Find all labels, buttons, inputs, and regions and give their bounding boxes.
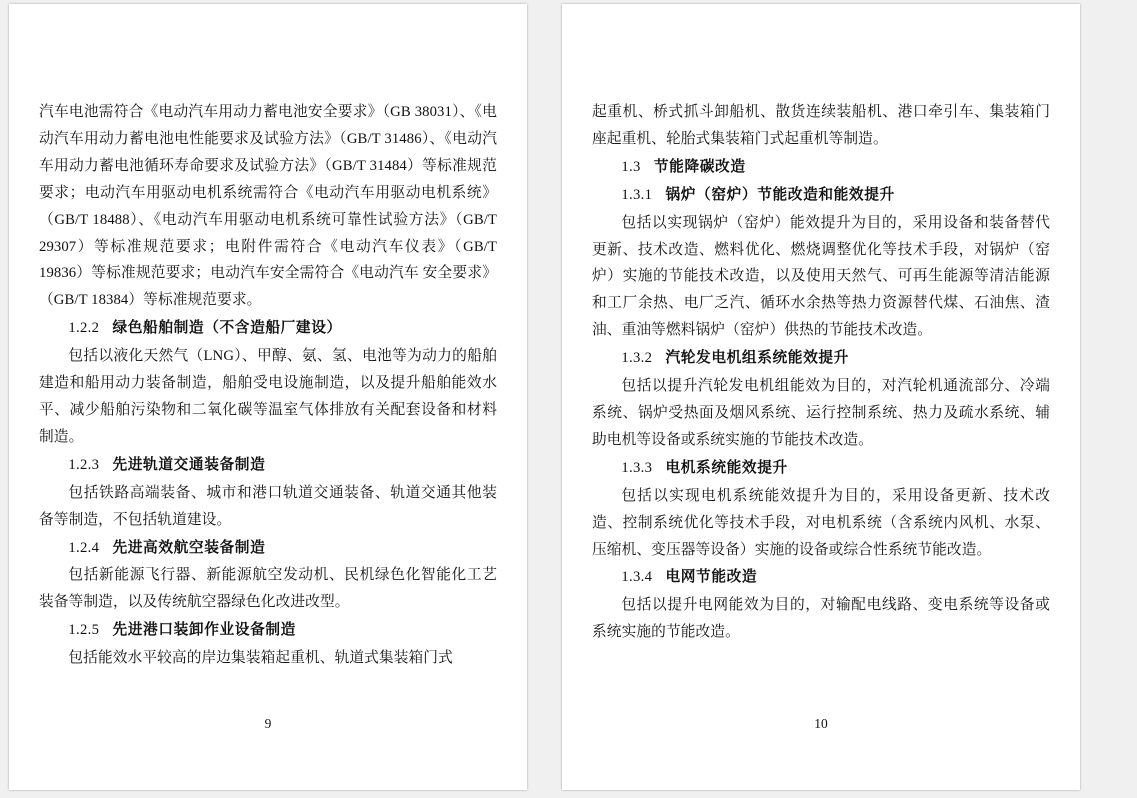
- section-heading: [39, 535, 497, 562]
- section-heading: [39, 452, 497, 479]
- paragraph: 包括以提升电网能效为目的，对输配电线路、变电系统等设备或系统实施的节能改造。: [592, 597, 1050, 641]
- document-page-10: [562, 4, 1080, 790]
- section-number: 1.3.3: [621, 459, 653, 476]
- section-title: 先进轨道交通装备制造: [112, 456, 266, 473]
- section-number: 1.2.5: [68, 622, 100, 639]
- section-heading: [592, 154, 1050, 181]
- section-title: 电网节能改造: [665, 569, 758, 586]
- section-title: 锅炉（窑炉）节能改造和能效提升: [665, 186, 895, 203]
- document-page-9: [9, 4, 527, 790]
- section-heading: [39, 617, 497, 644]
- section-number: 1.2.4: [68, 539, 100, 556]
- section-number: 1.2.3: [68, 456, 100, 473]
- paragraph: 包括铁路高端装备、城市和港口轨道交通装备、轨道交通其他装备等制造，不包括轨道建设。: [39, 484, 497, 528]
- section-number: 1.3.1: [621, 186, 653, 203]
- paragraph: 起重机、桥式抓斗卸船机、散货连续装船机、港口牵引车、集装箱门座起重机、轮胎式集装箱门式起重机等制造。: [592, 104, 1050, 147]
- section-title: 汽轮发电机组系统能效提升: [665, 350, 849, 367]
- section-title: 节能降碳改造: [653, 158, 746, 175]
- page-number: 9: [264, 716, 272, 731]
- section-heading: [592, 455, 1050, 482]
- paragraph: 汽车电池需符合《电动汽车用动力蓄电池安全要求》（GB 38031）、《电动汽车用动力蓄电池电性能要求及试验方法》（GB/T 31486）、《电动汽车用动力蓄电池循环寿命要求及试验方法》（GB/T 31484）等标准规范要求；电动汽车用驱动电机系统需符合《电动汽车用驱动电机系统》（GB/T 18488）、《电动汽车用驱动电机系统可靠性试验方法》（GB/T 29307）等标准规范要求；电附件需符合《电动汽车仪表》（GB/T 19836）等标准规范要求；电动汽车安全需符合《电动汽车 安全要求》（GB/T 18384）等标准规范要求。: [39, 104, 497, 309]
- section-heading: [39, 315, 497, 342]
- section-title: 先进高效航空装备制造: [112, 539, 266, 556]
- section-heading: [592, 182, 1050, 209]
- section-number: 1.3.4: [621, 569, 653, 586]
- section-title: 绿色船舶制造（不含造船厂建设）: [112, 320, 342, 337]
- page-number: 10: [814, 716, 828, 731]
- paragraph: 包括以液化天然气（LNG）、甲醇、氨、氢、电池等为动力的船舶建造和船用动力装备制造，船舶受电设施制造，以及提升船舶能效水平、减少船舶污染物和二氧化碳等温室气体排放有关配套设备和材料制造。: [39, 348, 497, 445]
- section-heading: [592, 345, 1050, 372]
- section-number: 1.2.2: [68, 320, 100, 337]
- section-title: 电机系统能效提升: [665, 459, 788, 476]
- section-number: 1.3: [621, 158, 641, 175]
- paragraph: 包括能效水平较高的岸边集装箱起重机、轨道式集装箱门式: [68, 650, 453, 667]
- paragraph: 包括新能源飞行器、新能源航空发动机、民机绿色化智能化工艺装备等制造，以及传统航空器绿色化改进改型。: [39, 567, 497, 611]
- section-title: 先进港口装卸作业设备制造: [112, 622, 296, 639]
- paragraph: 包括以实现锅炉（窑炉）能效提升为目的，采用设备和装备替代更新、技术改造、燃料优化、燃烧调整优化等技术手段，对锅炉（窑炉）实施的节能技术改造，以及使用天然气、可再生能源等清洁能源和工厂余热、电厂乏汽、循环水余热等热力资源替代煤、石油焦、渣油、重油等燃料锅炉（窑炉）供热的节能技术改造。: [592, 214, 1050, 339]
- section-number: 1.3.2: [621, 350, 653, 367]
- page-content-10: [562, 99, 1080, 647]
- page-content-9: [9, 99, 527, 673]
- paragraph: 包括以实现电机系统能效提升为目的，采用设备更新、技术改造、控制系统优化等技术手段，对电机系统（含系统内风机、水泵、压缩机、变压器等设备）实施的设备或综合性系统节能改造。: [592, 487, 1050, 558]
- paragraph: 包括以提升汽轮发电机组能效为目的，对汽轮机通流部分、冷端系统、锅炉受热面及烟风系统、运行控制系统、热力及疏水系统、辅助电机等设备或系统实施的节能技术改造。: [592, 378, 1050, 448]
- section-heading: [592, 564, 1050, 591]
